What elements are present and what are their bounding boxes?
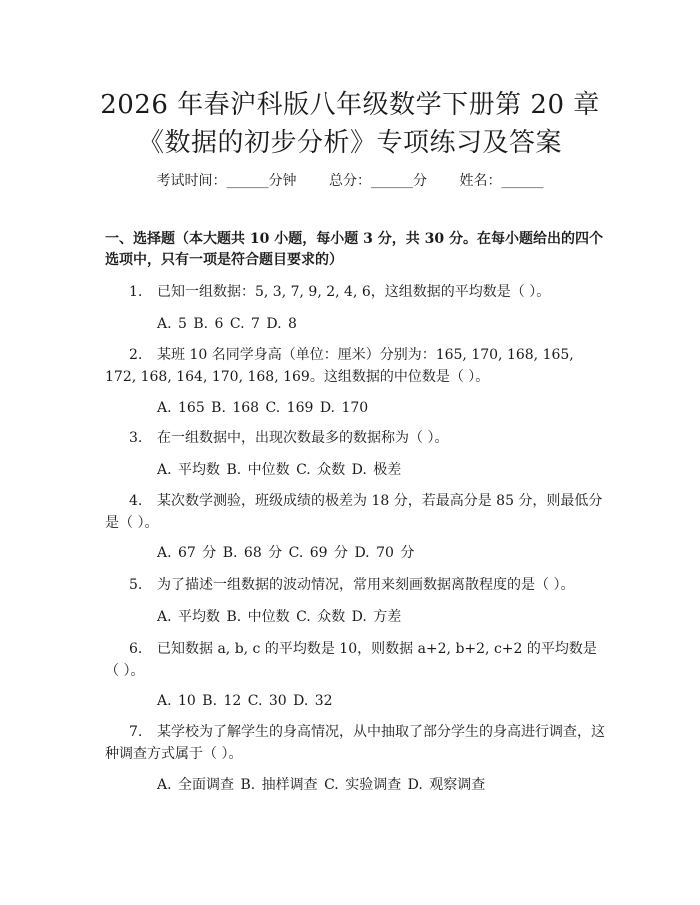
exam-name-field: 姓名：______ [459, 173, 544, 189]
question-number: 5. [129, 577, 143, 593]
question-7 [105, 721, 605, 765]
question-text: 在一组数据中，出现次数最多的数据称为（ ）。 [157, 430, 449, 446]
exam-time-field: 考试时间：______分钟 [156, 173, 297, 189]
question-2 [105, 344, 605, 388]
page-title-line2: 《数据的初步分析》专项练习及答案 [137, 128, 562, 158]
question-number: 3. [129, 430, 143, 446]
question-1 [105, 281, 605, 303]
question-text: 某次数学测验，班级成绩的极差为 18 分，若最高分是 85 分，则最低分是（ ）。 [105, 493, 603, 531]
question-4 [105, 490, 605, 534]
question-text: 某班 10 名同学身高（单位：厘米）分别为：165, 170, 168, 165, 172, 168, 164, 170, 168, 169。这组数据的中位数是（ ）。 [105, 347, 574, 385]
question-6-options: A. 10 B. 12 C. 30 D. 32 [157, 693, 333, 709]
question-number: 6. [129, 641, 143, 657]
question-1-options: A. 5 B. 6 C. 7 D. 8 [157, 316, 297, 332]
question-7-options: A. 全面调查 B. 抽样调查 C. 实验调查 D. 观察调查 [157, 777, 486, 793]
question-number: 2. [129, 347, 143, 363]
question-number: 4. [129, 493, 143, 509]
question-5-options: A. 平均数 B. 中位数 C. 众数 D. 方差 [157, 609, 402, 625]
question-text: 已知数据 a, b, c 的平均数是 10，则数据 a+2, b+2, c+2 的平均数是（ ）。 [105, 641, 597, 679]
question-3 [105, 427, 605, 449]
question-4-options: A. 67 分 B. 68 分 C. 69 分 D. 70 分 [157, 545, 415, 561]
question-number: 1. [129, 284, 143, 300]
question-2-options: A. 165 B. 168 C. 169 D. 170 [157, 400, 369, 416]
question-text: 为了描述一组数据的波动情况，常用来刻画数据离散程度的是（ ）。 [157, 577, 575, 593]
question-6 [105, 638, 605, 682]
page-title-line1: 2026 年春沪科版八年级数学下册第 20 章 [100, 90, 600, 120]
section-heading: 一、选择题（本大题共 10 小题，每小题 3 分，共 30 分。在每小题给出的四个选项中，只有一项是符合题目要求的） [105, 231, 603, 268]
question-5 [105, 574, 605, 596]
question-text: 已知一组数据：5, 3, 7, 9, 2, 4, 6，这组数据的平均数是（ ）。 [157, 284, 551, 300]
question-3-options: A. 平均数 B. 中位数 C. 众数 D. 极差 [157, 462, 402, 478]
question-text: 某学校为了解学生的身高情况，从中抽取了部分学生的身高进行调查，这种调查方式属于（ ）。 [105, 724, 605, 762]
exam-info [0, 170, 700, 190]
question-number: 7. [129, 724, 143, 740]
exam-score-field: 总分：______分 [329, 173, 427, 189]
